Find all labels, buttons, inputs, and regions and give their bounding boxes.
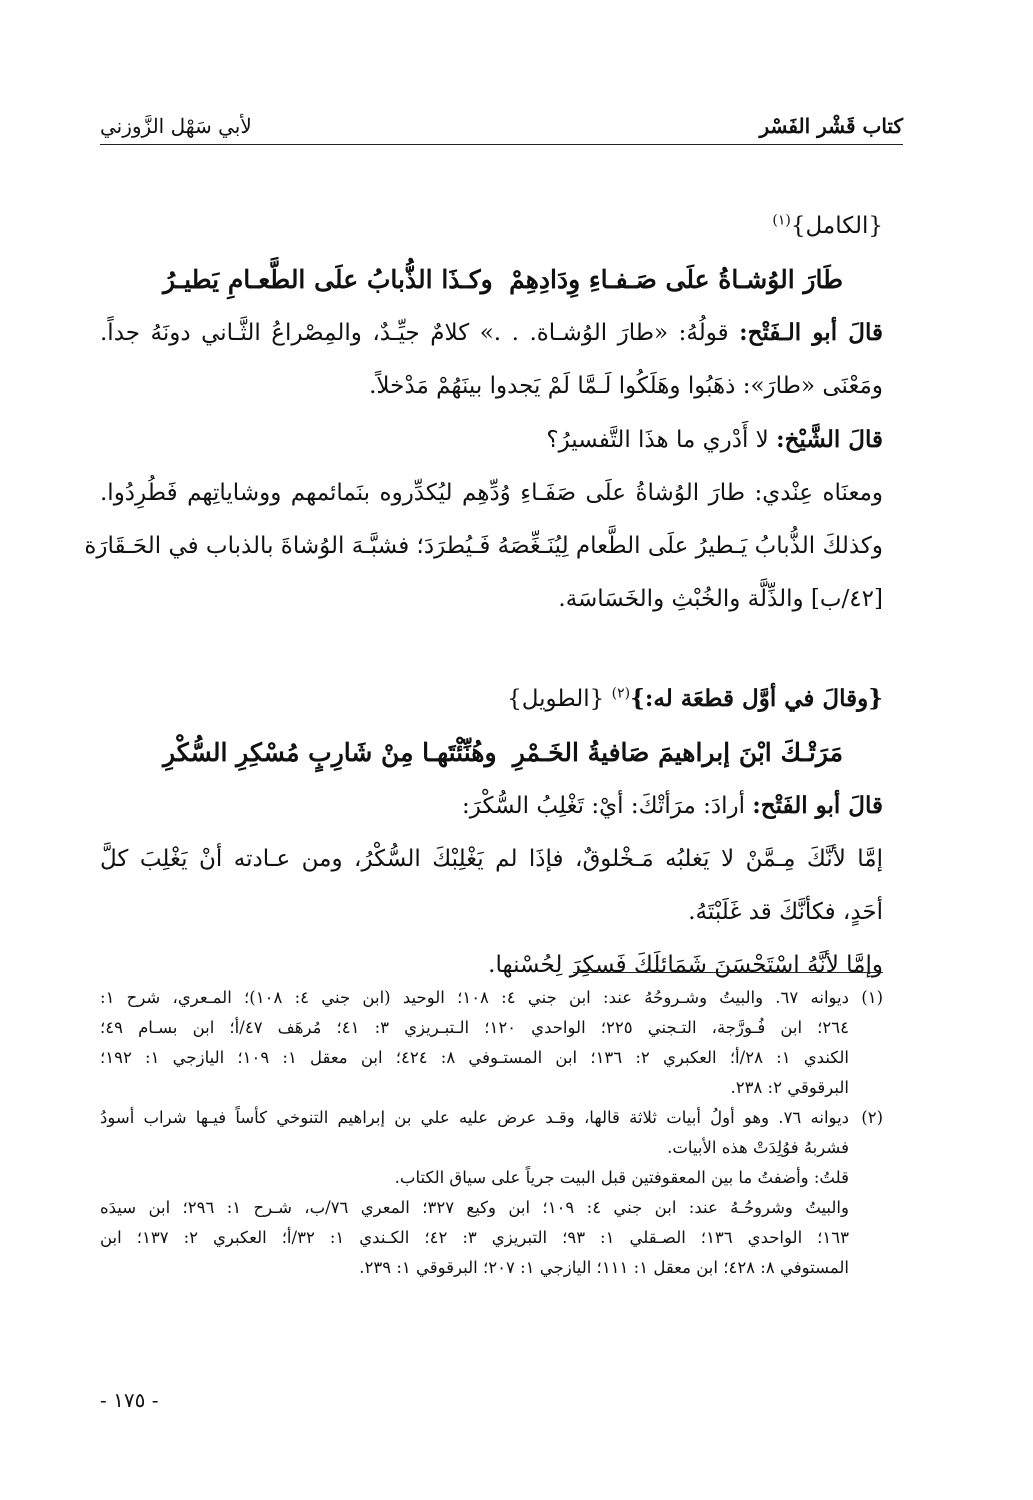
verse-2-second-hemistich: وهُنِّئْتَهـا مِنْ شَارِبٍ مُسْكِرِ السُّكْرِ xyxy=(163,738,497,767)
meter-label: {الكامل}$^{(١)}$ xyxy=(772,212,883,239)
paragraph-line: وإمَّا لأنَّهُ اسْتَحْسَنَ شَمَائلَكَ فَسكِرَ لِحُسْنها. xyxy=(488,952,883,978)
paragraph-line: وكذلكَ الذُّبابُ يَـطيرُ علَى الطَّعام لِيُنَـغِّصَهُ فَـيُطرَدَ؛ فشبَّـهَ الوُشاةَ بالذباب في الحَـقَارَة xyxy=(84,533,883,559)
footnotes xyxy=(100,983,883,1283)
footnote-number: (١) xyxy=(861,988,883,1007)
speaker-label: قالَ أبو الـفَتْح: xyxy=(739,319,884,346)
footnote-line: ديوانه ٦٧. والبيتُ وشـروحُهُ عند: ابن جني ٤: ١٠٨؛ الوحيد (ابن جني ٤: ١٠٨)؛ المـعري، شرح ١: xyxy=(100,988,849,1007)
speaker-label: قالَ الشَّيْخ: xyxy=(776,426,883,453)
page-number: - ١٧٥ - xyxy=(100,1388,159,1412)
header-author: لأبي سَهْل الزَّوزني xyxy=(100,114,252,138)
footnote-line: ٢٦٤؛ ابن فُـورَّجة، التـجني ٢٢٥؛ الواحدي ١٢٠؛ الـتبـريزي ٣: ٤١؛ مُرهَف ٤٧/أ؛ ابن بسـام ٤٩؛ xyxy=(100,1018,850,1037)
main-text xyxy=(84,200,884,992)
paragraph-line: قالَ أبو الـفَتْح: قولُهُ: «طارَ الوُشـاة. . .» كلامٌ جيِّـدٌ، والمِصْراعُ الثَّـاني دونَهُ جداً. xyxy=(100,319,884,346)
footnote-line: ديوانه ٧٦. وهو أولُ أبيات ثلاثة قالها، وقـد عرض عليه علي بن إبراهيم التنوخي كأساً فيـها شراب أسودُ xyxy=(100,1108,850,1127)
speaker-label: قالَ أبو الفَتْح: xyxy=(752,792,883,819)
footnote-divider xyxy=(573,972,883,973)
verse-1-first-hemistich: طَارَ الوُشـاةُ علَى صَـفـاءِ وِدَادِهِمْ xyxy=(509,265,843,294)
footnote-line: الكندي ١: ٢٨/أ؛ العكبري ٢: ١٣٦؛ ابن المستـوفي ٨: ٤٢٤؛ ابن معقل ١: ١٠٩؛ اليازجي ١: ١٩٢؛ xyxy=(100,1048,850,1067)
section-gap xyxy=(100,626,883,672)
paragraph-line: قالَ الشَّيْخ: لا أَدْري ما هذَا التَّفسيرُ؟ xyxy=(546,426,883,453)
footnote-line: ١٦٣؛ الواحدي ١٣٦؛ الصـقلي ١: ٩٣؛ التبريزي ٣: ٤٢؛ الكـندي ١: ٣٢/أ؛ العكبري ٢: ١٣٧؛ ابن xyxy=(100,1228,849,1247)
verse-1-second-hemistich: وكـذَا الذُّبابُ علَى الطَّعـامِ يَطيـرُ xyxy=(163,265,493,294)
verse-2-first-hemistich: مَرَتْـكَ ابْنَ إبراهيمَ صَافيةُ الخَـمْرِ xyxy=(512,738,843,767)
meter-label: {الطويل} xyxy=(507,686,605,712)
paragraph-line: [٤٢/ب] والذِّلَّة والخُبْثِ والخَسَاسَة. xyxy=(558,586,883,612)
footnote-1 xyxy=(100,983,883,1103)
paragraph-line: إمَّا لأنَّكَ مِـمَّنْ لا يَغلبُه مَـخْلوقٌ، فإذَا لم يَغْلِبْكَ السُّكْرُ، ومن عـادته أنْ يَغْلِبَ كلَّ xyxy=(100,846,883,872)
running-header xyxy=(100,98,903,145)
paragraph-line: أحَدٍ، فكأنَّكَ قد غَلَبْتَهُ. xyxy=(688,899,883,925)
verse-1 xyxy=(163,253,883,306)
footnote-2 xyxy=(100,1103,883,1283)
footnote-number: (٢) xyxy=(861,1108,883,1127)
footnote-ref-1[interactable]: (١) xyxy=(772,212,791,229)
footnote-line: المستوفي ٨: ٤٢٨؛ ابن معقل ١: ١١١؛ اليازجي ١: ٢٠٧؛ البرقوقي ١: ٢٣٩. xyxy=(359,1258,849,1277)
paragraph-line: قالَ أبو الفَتْح: أرادَ: مرَأتْكَ: أيْ: تَغْلِبُ السُّكْرَ: xyxy=(462,792,883,819)
section-intro: {وقالَ في أوَّل قطعَة له:}$^{(٢)}$ {الطويل} xyxy=(507,685,883,712)
paragraph-line: ومعنَاه عِنْدي: طارَ الوُشاةُ علَى صَفَـاءِ وُدِّهِم ليُكدِّروه بنَمائمهم ووشاياتِهم فَطُرِدُوا. xyxy=(100,480,883,506)
footnote-line: فشربهُ فوُلِدَتْ هذه الأبيات. xyxy=(667,1138,849,1157)
footnote-line: قلتُ: وأضفتُ ما بين المعقوفتين قبل البيت جرياً على سياق الكتاب. xyxy=(394,1168,849,1187)
footnote-ref-2[interactable]: (٢) xyxy=(611,685,631,702)
paragraph-line: ومَعْنَى «طارَ»: ذهَبُوا وهَلَكُوا لَـمَّا لَمْ يَجدوا بينَهُمْ مَدْخلاً. xyxy=(369,373,883,399)
footnote-line: والبيتُ وشروحُـهُ عند: ابن جني ٤: ١٠٩؛ ابن وكيع ٣٢٧؛ المعري ٧٦/ب، شـرح ١: ٢٩٦؛ ابن سيدَه xyxy=(100,1198,849,1217)
verse-2 xyxy=(163,726,883,779)
footnote-line: البرقوقي ٢: ٢٣٨. xyxy=(730,1078,849,1097)
header-book-title: كتاب قَشْر الفَسْر xyxy=(759,114,903,138)
